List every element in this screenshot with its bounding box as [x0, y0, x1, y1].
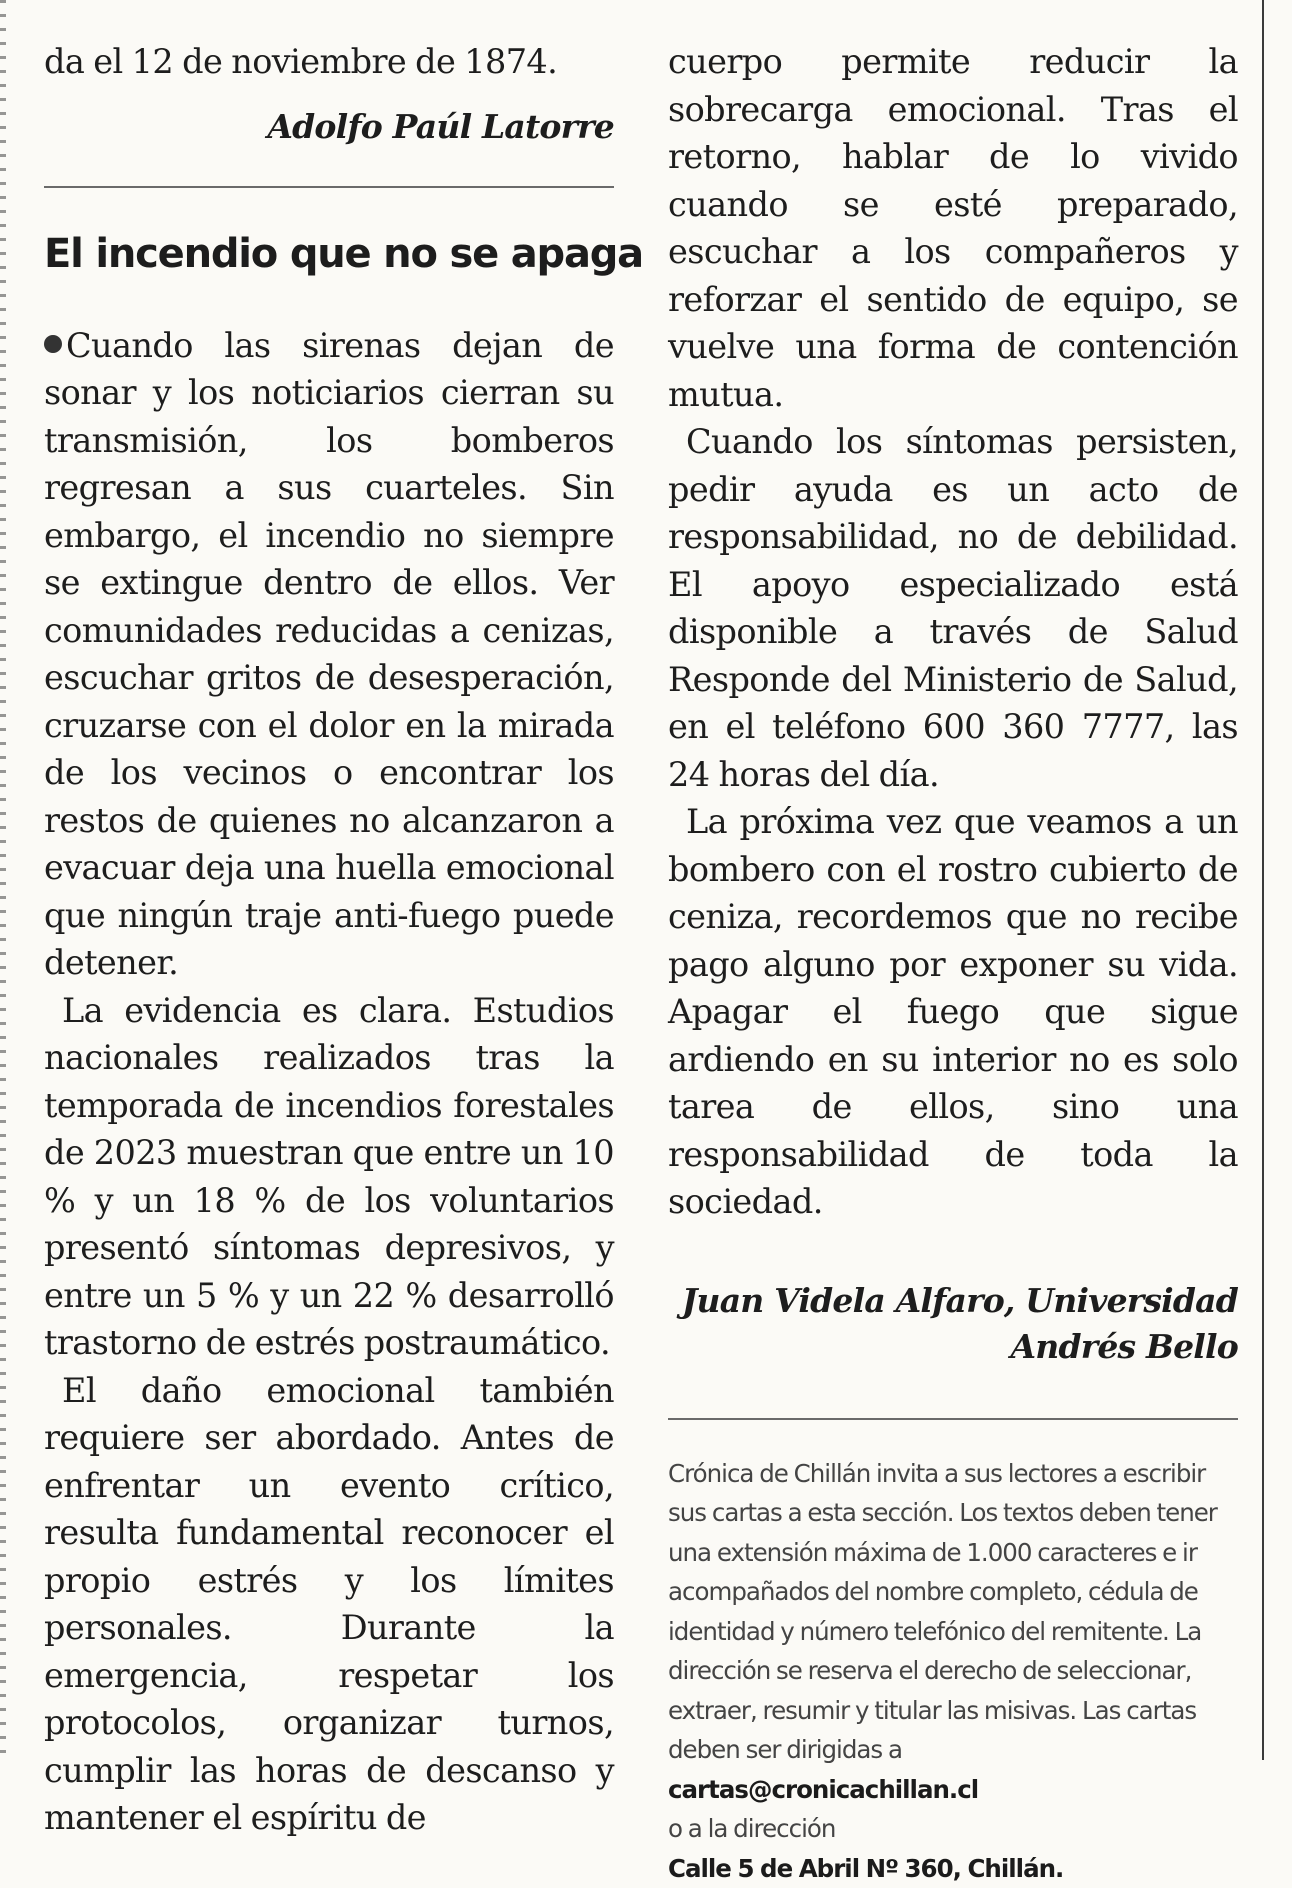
right-column [668, 38, 1238, 1888]
previous-letter-signature: Adolfo Paúl Latorre [44, 104, 614, 150]
notice-text: Crónica de Chillán invita a sus lectores a escribir sus cartas a esta sección. Los textos deben tener una extensión máxima de 1.000 caracteres e ir acompañados del nombre completo, cédula de identidad y número telefónico del remitente. La dirección se reserva el derecho de seleccionar, extraer, resumir y titular las misivas. Las cartas deben ser dirigidas a [668, 1454, 1238, 1770]
submission-notice [668, 1454, 1238, 1888]
notice-address: Calle 5 de Abril Nº 360, Chillán. [668, 1849, 1238, 1888]
letter-body-right [668, 38, 1238, 1226]
section-divider [44, 186, 614, 188]
page-left-edge [0, 0, 6, 1760]
letter-paragraph: El daño emocional también requiere ser abordado. Antes de enfrentar un evento crítico, resulta fundamental reconocer el propio estrés y los límites personales. Durante la emergencia, respetar los protocolos, organizar turnos, cumplir las horas de descanso y mantener el espíritu de [44, 1367, 614, 1842]
bullet-icon [44, 335, 62, 353]
notice-email: cartas@cronicachillan.cl [668, 1770, 1238, 1810]
notice-connector: o a la dirección [668, 1809, 1238, 1849]
letter-paragraph: Cuando los síntomas persisten, pedir ayuda es un acto de responsabilidad, no de debilidad. El apoyo especializado está disponible a través de Salud Responde del Ministerio de Salud, en el teléfono 600 360 7777, las 24 horas del día. [668, 418, 1238, 798]
notice-divider [668, 1418, 1238, 1420]
previous-letter-tail: da el 12 de noviembre de 1874. [44, 38, 614, 86]
column-right-rule [1262, 0, 1264, 1760]
letter-signature: Juan Videla Alfaro, Universidad Andrés Bello [668, 1278, 1238, 1370]
letter-body-left [44, 322, 614, 1842]
letter-paragraph: La próxima vez que veamos a un bombero con el rostro cubierto de ceniza, recordemos que no recibe pago alguno por exponer su vida. Apagar el fuego que sigue ardiendo en su interior no es solo tarea de ellos, sino una responsabilidad de toda la sociedad. [668, 798, 1238, 1226]
letter-headline: El incendio que no se apaga [44, 230, 614, 278]
letter-paragraph: La evidencia es clara. Estudios nacionales realizados tras la temporada de incendios forestales de 2023 muestran que entre un 10 % y un 18 % de los voluntarios presentó síntomas depresivos, y entre un 5 % y un 22 % desarrolló trastorno de estrés postraumático. [44, 987, 614, 1367]
left-column [44, 38, 614, 1842]
letter-paragraph: cuerpo permite reducir la sobrecarga emocional. Tras el retorno, hablar de lo vivido cuando se esté preparado, escuchar a los compañeros y reforzar el sentido de equipo, se vuelve una forma de contención mutua. [668, 38, 1238, 418]
letter-paragraph: Cuando las sirenas dejan de sonar y los noticiarios cierran su transmisión, los bomberos regresan a sus cuarteles. Sin embargo, el incendio no siempre se extingue dentro de ellos. Ver comunidades reducidas a cenizas, escuchar gritos de desesperación, cruzarse con el dolor en la mirada de los vecinos o encontrar los restos de quienes no alcanzaron a evacuar deja una huella emocional que ningún traje anti-fuego puede detener. [44, 322, 614, 987]
